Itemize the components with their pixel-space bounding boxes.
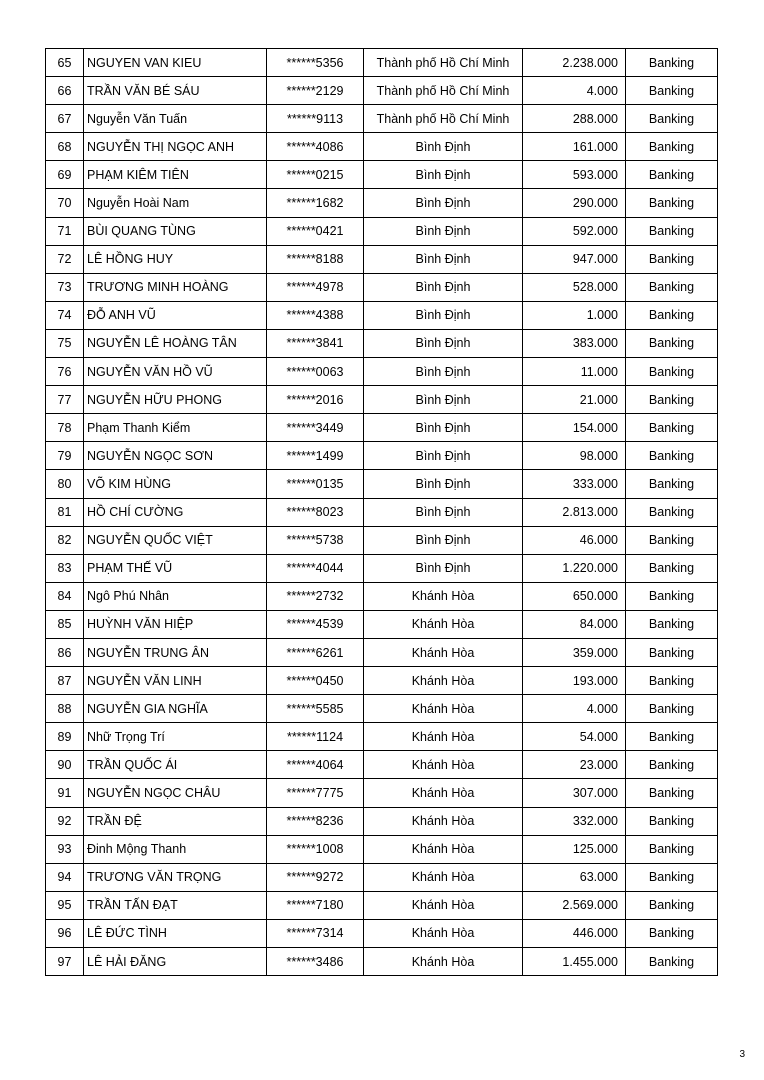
cell-method: Banking (626, 638, 718, 666)
cell-method: Banking (626, 807, 718, 835)
cell-amount: 290.000 (523, 189, 626, 217)
donation-table (45, 48, 718, 976)
cell-province: Bình Định (364, 526, 523, 554)
cell-account: ******3449 (267, 414, 364, 442)
cell-province: Thành phố Hồ Chí Minh (364, 49, 523, 77)
cell-index: 73 (46, 273, 84, 301)
cell-province: Khánh Hòa (364, 807, 523, 835)
cell-amount: 154.000 (523, 414, 626, 442)
document-page (45, 48, 717, 976)
table-row (46, 329, 718, 357)
cell-province: Bình Định (364, 133, 523, 161)
cell-index: 72 (46, 245, 84, 273)
cell-method: Banking (626, 526, 718, 554)
cell-province: Bình Định (364, 498, 523, 526)
cell-method: Banking (626, 554, 718, 582)
cell-amount: 650.000 (523, 582, 626, 610)
cell-account: ******6261 (267, 638, 364, 666)
cell-account: ******7180 (267, 891, 364, 919)
cell-index: 97 (46, 948, 84, 976)
cell-index: 90 (46, 751, 84, 779)
table-row (46, 667, 718, 695)
cell-method: Banking (626, 948, 718, 976)
cell-method: Banking (626, 498, 718, 526)
cell-method: Banking (626, 779, 718, 807)
cell-name: LÊ HỒNG HUY (84, 245, 267, 273)
cell-account: ******7314 (267, 919, 364, 947)
cell-province: Khánh Hòa (364, 751, 523, 779)
cell-method: Banking (626, 835, 718, 863)
cell-account: ******0421 (267, 217, 364, 245)
cell-province: Khánh Hòa (364, 723, 523, 751)
cell-amount: 2.238.000 (523, 49, 626, 77)
cell-province: Bình Định (364, 442, 523, 470)
cell-index: 92 (46, 807, 84, 835)
table-row (46, 610, 718, 638)
cell-method: Banking (626, 919, 718, 947)
cell-method: Banking (626, 245, 718, 273)
cell-account: ******5738 (267, 526, 364, 554)
cell-method: Banking (626, 386, 718, 414)
table-row (46, 414, 718, 442)
cell-name: Nguyễn Văn Tuấn (84, 105, 267, 133)
cell-account: ******5356 (267, 49, 364, 77)
cell-method: Banking (626, 695, 718, 723)
cell-amount: 11.000 (523, 358, 626, 386)
cell-name: LÊ ĐỨC TÌNH (84, 919, 267, 947)
cell-amount: 4.000 (523, 77, 626, 105)
cell-index: 79 (46, 442, 84, 470)
cell-account: ******0135 (267, 470, 364, 498)
cell-method: Banking (626, 77, 718, 105)
cell-amount: 593.000 (523, 161, 626, 189)
cell-index: 76 (46, 358, 84, 386)
cell-amount: 1.455.000 (523, 948, 626, 976)
cell-name: ĐỖ ANH VŨ (84, 301, 267, 329)
cell-index: 70 (46, 189, 84, 217)
cell-name: NGUYỄN HỮU PHONG (84, 386, 267, 414)
cell-method: Banking (626, 667, 718, 695)
cell-province: Khánh Hòa (364, 610, 523, 638)
cell-name: NGUYỄN VĂN LINH (84, 667, 267, 695)
cell-index: 77 (46, 386, 84, 414)
cell-province: Khánh Hòa (364, 948, 523, 976)
cell-index: 80 (46, 470, 84, 498)
cell-name: NGUYỄN GIA NGHĨA (84, 695, 267, 723)
cell-account: ******3486 (267, 948, 364, 976)
cell-province: Thành phố Hồ Chí Minh (364, 105, 523, 133)
cell-account: ******5585 (267, 695, 364, 723)
cell-method: Banking (626, 863, 718, 891)
cell-name: Ngô Phú Nhân (84, 582, 267, 610)
cell-province: Khánh Hòa (364, 919, 523, 947)
table-row (46, 273, 718, 301)
cell-amount: 333.000 (523, 470, 626, 498)
cell-account: ******8188 (267, 245, 364, 273)
cell-amount: 125.000 (523, 835, 626, 863)
cell-name: HUỲNH VĂN HIỆP (84, 610, 267, 638)
cell-account: ******1124 (267, 723, 364, 751)
cell-amount: 1.220.000 (523, 554, 626, 582)
cell-name: PHẠM KIÊM TIÊN (84, 161, 267, 189)
table-row (46, 386, 718, 414)
cell-name: TRƯƠNG MINH HOÀNG (84, 273, 267, 301)
table-row (46, 638, 718, 666)
table-row (46, 779, 718, 807)
cell-province: Bình Định (364, 358, 523, 386)
cell-index: 82 (46, 526, 84, 554)
cell-method: Banking (626, 442, 718, 470)
cell-province: Bình Định (364, 470, 523, 498)
cell-amount: 193.000 (523, 667, 626, 695)
cell-account: ******3841 (267, 329, 364, 357)
table-body (46, 49, 718, 976)
table-row (46, 919, 718, 947)
cell-method: Banking (626, 329, 718, 357)
cell-account: ******8236 (267, 807, 364, 835)
cell-account: ******4064 (267, 751, 364, 779)
cell-index: 88 (46, 695, 84, 723)
cell-amount: 84.000 (523, 610, 626, 638)
table-row (46, 751, 718, 779)
cell-name: NGUYỄN NGỌC CHÂU (84, 779, 267, 807)
table-row (46, 582, 718, 610)
cell-index: 66 (46, 77, 84, 105)
cell-account: ******4978 (267, 273, 364, 301)
table-row (46, 358, 718, 386)
cell-province: Bình Định (364, 273, 523, 301)
cell-account: ******1008 (267, 835, 364, 863)
table-row (46, 554, 718, 582)
cell-index: 91 (46, 779, 84, 807)
cell-account: ******4388 (267, 301, 364, 329)
table-row (46, 891, 718, 919)
cell-province: Khánh Hòa (364, 835, 523, 863)
table-row (46, 695, 718, 723)
cell-name: NGUYỄN TRUNG ÂN (84, 638, 267, 666)
cell-province: Bình Định (364, 414, 523, 442)
cell-name: Phạm Thanh Kiểm (84, 414, 267, 442)
cell-method: Banking (626, 723, 718, 751)
cell-province: Khánh Hòa (364, 779, 523, 807)
cell-index: 93 (46, 835, 84, 863)
cell-method: Banking (626, 49, 718, 77)
cell-method: Banking (626, 133, 718, 161)
cell-amount: 21.000 (523, 386, 626, 414)
cell-account: ******8023 (267, 498, 364, 526)
cell-index: 75 (46, 329, 84, 357)
cell-province: Bình Định (364, 301, 523, 329)
cell-name: Nguyễn Hoài Nam (84, 189, 267, 217)
cell-amount: 528.000 (523, 273, 626, 301)
cell-index: 71 (46, 217, 84, 245)
cell-province: Bình Định (364, 189, 523, 217)
cell-method: Banking (626, 470, 718, 498)
cell-name: HỒ CHÍ CƯỜNG (84, 498, 267, 526)
cell-name: BÙI QUANG TÙNG (84, 217, 267, 245)
cell-province: Bình Định (364, 161, 523, 189)
table-row (46, 863, 718, 891)
cell-account: ******0450 (267, 667, 364, 695)
cell-method: Banking (626, 610, 718, 638)
cell-amount: 46.000 (523, 526, 626, 554)
cell-method: Banking (626, 751, 718, 779)
cell-index: 95 (46, 891, 84, 919)
cell-index: 94 (46, 863, 84, 891)
cell-name: NGUYỄN THỊ NGỌC ANH (84, 133, 267, 161)
cell-index: 86 (46, 638, 84, 666)
cell-name: NGUYỄN QUỐC VIỆT (84, 526, 267, 554)
table-row (46, 442, 718, 470)
cell-method: Banking (626, 161, 718, 189)
cell-province: Bình Định (364, 386, 523, 414)
cell-name: NGUYEN VAN KIEU (84, 49, 267, 77)
table-row (46, 301, 718, 329)
table-row (46, 133, 718, 161)
cell-name: TRẦN ĐỆ (84, 807, 267, 835)
cell-amount: 63.000 (523, 863, 626, 891)
cell-province: Khánh Hòa (364, 582, 523, 610)
cell-method: Banking (626, 891, 718, 919)
cell-method: Banking (626, 301, 718, 329)
cell-amount: 288.000 (523, 105, 626, 133)
cell-method: Banking (626, 189, 718, 217)
cell-account: ******4086 (267, 133, 364, 161)
cell-method: Banking (626, 273, 718, 301)
cell-account: ******2016 (267, 386, 364, 414)
cell-province: Bình Định (364, 329, 523, 357)
cell-method: Banking (626, 217, 718, 245)
cell-account: ******1499 (267, 442, 364, 470)
cell-index: 96 (46, 919, 84, 947)
cell-amount: 161.000 (523, 133, 626, 161)
table-row (46, 498, 718, 526)
cell-index: 85 (46, 610, 84, 638)
cell-name: PHẠM THẾ VŨ (84, 554, 267, 582)
table-row (46, 807, 718, 835)
table-row (46, 948, 718, 976)
table-row (46, 723, 718, 751)
table-row (46, 161, 718, 189)
cell-name: TRẦN VĂN BÉ SÁU (84, 77, 267, 105)
cell-amount: 332.000 (523, 807, 626, 835)
cell-method: Banking (626, 414, 718, 442)
cell-account: ******2129 (267, 77, 364, 105)
cell-amount: 4.000 (523, 695, 626, 723)
table-row (46, 470, 718, 498)
table-row (46, 49, 718, 77)
cell-index: 81 (46, 498, 84, 526)
cell-province: Bình Định (364, 245, 523, 273)
cell-amount: 592.000 (523, 217, 626, 245)
cell-index: 68 (46, 133, 84, 161)
table-row (46, 189, 718, 217)
cell-amount: 2.813.000 (523, 498, 626, 526)
cell-name: Đinh Mộng Thanh (84, 835, 267, 863)
cell-province: Khánh Hòa (364, 667, 523, 695)
cell-method: Banking (626, 358, 718, 386)
cell-province: Bình Định (364, 554, 523, 582)
cell-index: 65 (46, 49, 84, 77)
cell-amount: 98.000 (523, 442, 626, 470)
cell-province: Khánh Hòa (364, 863, 523, 891)
cell-index: 87 (46, 667, 84, 695)
cell-index: 84 (46, 582, 84, 610)
cell-account: ******7775 (267, 779, 364, 807)
table-row (46, 245, 718, 273)
cell-index: 69 (46, 161, 84, 189)
cell-name: NGUYỄN LÊ HOÀNG TÂN (84, 329, 267, 357)
cell-name: TRẦN QUỐC ÁI (84, 751, 267, 779)
cell-index: 67 (46, 105, 84, 133)
cell-account: ******0215 (267, 161, 364, 189)
cell-province: Khánh Hòa (364, 695, 523, 723)
cell-amount: 2.569.000 (523, 891, 626, 919)
cell-account: ******9113 (267, 105, 364, 133)
cell-account: ******1682 (267, 189, 364, 217)
cell-name: LÊ HẢI ĐĂNG (84, 948, 267, 976)
cell-name: VÕ KIM HÙNG (84, 470, 267, 498)
table-row (46, 105, 718, 133)
cell-index: 78 (46, 414, 84, 442)
cell-name: TRẦN TẤN ĐẠT (84, 891, 267, 919)
cell-index: 74 (46, 301, 84, 329)
cell-index: 89 (46, 723, 84, 751)
cell-method: Banking (626, 582, 718, 610)
table-row (46, 526, 718, 554)
cell-province: Thành phố Hồ Chí Minh (364, 77, 523, 105)
cell-account: ******0063 (267, 358, 364, 386)
cell-amount: 23.000 (523, 751, 626, 779)
cell-amount: 383.000 (523, 329, 626, 357)
cell-method: Banking (626, 105, 718, 133)
cell-account: ******4539 (267, 610, 364, 638)
cell-province: Khánh Hòa (364, 638, 523, 666)
page-number: 3 (739, 1049, 745, 1060)
cell-name: NGUYỄN NGỌC SƠN (84, 442, 267, 470)
cell-index: 83 (46, 554, 84, 582)
cell-province: Khánh Hòa (364, 891, 523, 919)
table-row (46, 77, 718, 105)
cell-amount: 307.000 (523, 779, 626, 807)
cell-amount: 359.000 (523, 638, 626, 666)
cell-account: ******9272 (267, 863, 364, 891)
table-row (46, 835, 718, 863)
cell-amount: 1.000 (523, 301, 626, 329)
cell-name: Nhữ Trọng Trí (84, 723, 267, 751)
cell-province: Bình Định (364, 217, 523, 245)
cell-name: NGUYỄN VĂN HỒ VŨ (84, 358, 267, 386)
cell-amount: 446.000 (523, 919, 626, 947)
cell-account: ******4044 (267, 554, 364, 582)
cell-name: TRƯƠNG VĂN TRỌNG (84, 863, 267, 891)
cell-amount: 947.000 (523, 245, 626, 273)
table-row (46, 217, 718, 245)
cell-account: ******2732 (267, 582, 364, 610)
cell-amount: 54.000 (523, 723, 626, 751)
